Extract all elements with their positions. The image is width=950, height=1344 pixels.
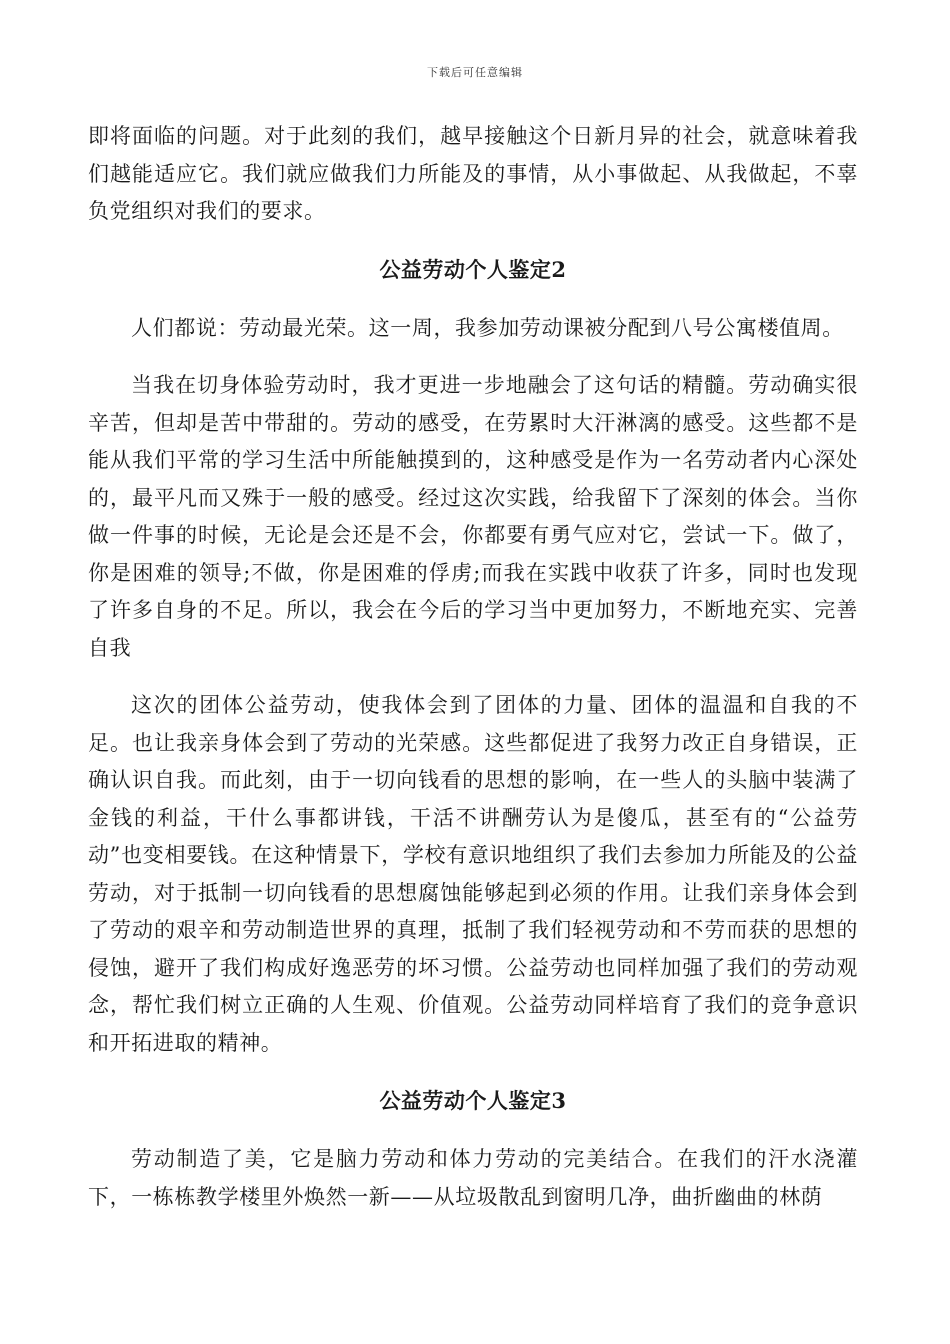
paragraph-continuation: 即将面临的问题。对于此刻的我们，越早接触这个日新月异的社会，就意味着我们越能适应它。我们就应做我们力所能及的事情，从小事做起、从我做起，不辜负党组织对我们的要求。 xyxy=(88,124,858,223)
paragraph: 当我在切身体验劳动时，我才更进一步地融会了这句话的精髓。劳动确实很辛苦，但却是苦中带甜的。劳动的感受，在劳累时大汗淋漓的感受。这些都不是能从我们平常的学习生活中所能触摸到的，这种感受是作为一名劳动者内心深处的，最平凡而又殊于一般的感受。经过这次实践，给我留下了深刻的体会。当你做一件事的时候，无论是会还是不会，你都要有勇气应对它，尝试一下。做了，你是困难的领导;不做，你是困难的俘虏;而我在实践中收获了许多，同时也发现了许多自身的不足。所以，我会在今后的学习当中更加努力，不断地充实、完善自我 xyxy=(88,373,858,660)
paragraph: 人们都说：劳动最光荣。这一周，我参加劳动课被分配到八号公寓楼值周。 xyxy=(131,315,844,340)
section-title-2: 公益劳动个人鉴定2 xyxy=(379,256,567,282)
paragraph: 劳动制造了美，它是脑力劳动和体力劳动的完美结合。在我们的汗水浇灌下，一栋栋教学楼里外焕然一新——从垃圾散乱到窗明几净，曲折幽曲的林荫 xyxy=(88,1147,858,1209)
document-body xyxy=(88,118,858,1236)
section-title-3: 公益劳动个人鉴定3 xyxy=(379,1088,567,1113)
paragraph: 这次的团体公益劳动，使我体会到了团体的力量、团体的温温和自我的不足。也让我亲身体会到了劳动的光荣感。这些都促进了我努力改正自身错误，正确认识自我。而此刻，由于一切向钱看的思想的影响，在一些人的头脑中装满了金钱的利益，干什么事都讲钱，干活不讲酬劳认为是傻瓜，甚至有的“公益劳动”也变相要钱。在这种情景下，学校有意识地组织了我们去参加力所能及的公益劳动，对于抵制一切向钱看的思想腐蚀能够起到必须的作用。让我们亲身体会到了劳动的艰辛和劳动制造世界的真理，抵制了我们轻视劳动和不劳而获的思想的侵蚀，避开了我们构成好逸恶劳的坏习惯。公益劳动也同样加强了我们的劳动观念，帮忙我们树立正确的人生观、价值观。公益劳动同样培育了我们的竞争意识和开拓进取的精神。 xyxy=(88,693,858,1055)
header-note: 下载后可任意编辑 xyxy=(427,66,523,79)
